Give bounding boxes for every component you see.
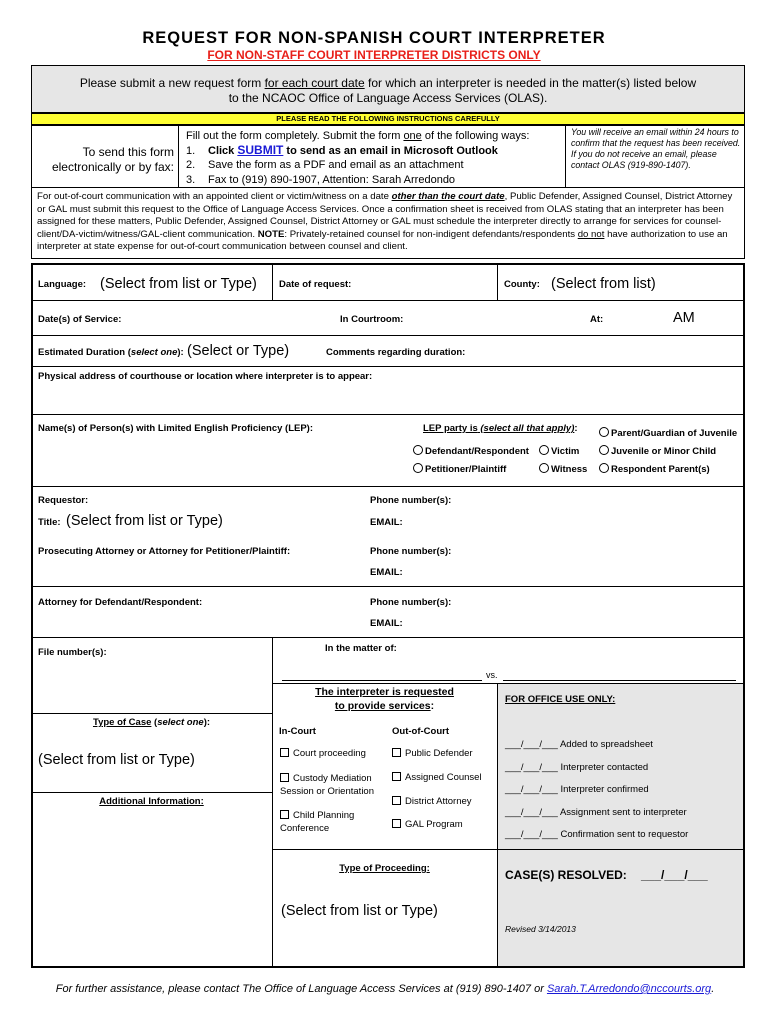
at-label: At: xyxy=(590,314,604,325)
duration-a: Estimated Duration ( xyxy=(38,347,131,358)
intro-part1: Please submit a new request form xyxy=(79,76,265,90)
checkbox-icon xyxy=(392,772,401,781)
gal-program-checkbox[interactable] xyxy=(392,819,463,830)
ooc-d: NOTE xyxy=(257,228,285,240)
radio-icon xyxy=(599,427,609,437)
lep-juvenile-text: Juvenile or Minor Child xyxy=(611,446,717,457)
lep-names-label: Name(s) of Person(s) with Limited English Proficiency (LEP): xyxy=(38,423,314,434)
requestor-label: Requestor: xyxy=(38,495,89,506)
lep-option-parent[interactable] xyxy=(599,427,737,439)
office-use-title: FOR OFFICE USE ONLY: xyxy=(505,694,616,705)
at-field[interactable]: AM xyxy=(673,310,695,326)
instructions-banner-text: PLEASE READ THE FOLLOWING INSTRUCTIONS CAREFULLY xyxy=(276,114,500,123)
type-case-d: ): xyxy=(203,717,211,728)
ir-1: The interpreter is requested xyxy=(315,686,454,698)
requestor-phone-label: Phone number(s): xyxy=(370,495,452,506)
step2-text: Save the form as a PDF and email as an attachment xyxy=(208,159,464,172)
date-of-request-field[interactable] xyxy=(370,268,494,296)
language-field[interactable]: (Select from list or Type) xyxy=(100,276,257,292)
step3-num: 3. xyxy=(186,173,196,186)
type-proceeding-field[interactable]: (Select from list or Type) xyxy=(281,903,438,919)
matter-label: In the matter of: xyxy=(325,643,397,654)
courtroom-label: In Courtroom: xyxy=(340,314,404,325)
lep-names-field[interactable] xyxy=(38,436,398,482)
intro-line2: to the NCAOC Office of Language Access Services (OLAS). xyxy=(228,91,548,105)
step3-text: Fax to (919) 890-1907, Attention: Sarah Arredondo xyxy=(208,173,456,186)
lep-party-b: (select all that apply) xyxy=(477,423,575,434)
ooc-c: , Public Defender, Assigned Counsel, District Attorney or GAL must submit this request to the Office of Language Access Services. Once a confirmation sheet is received from OLAS stating that an interpreter has been assigned for these matters, Public Defender, Assigned Counsel, District Attorney or GAL must schedule the interpreter directly to arrange for services for counsel-client/DA-victim/witness/GAL-client communication. xyxy=(37,191,733,240)
lep-party-c: : xyxy=(574,423,578,434)
file-number-label: File number(s): xyxy=(38,647,107,658)
checkbox-icon xyxy=(392,819,401,828)
send-intro-b: one xyxy=(403,130,422,142)
type-case-label xyxy=(31,717,272,728)
prosecuting-label: Prosecuting Attorney or Attorney for Petitioner/Plaintiff: xyxy=(38,546,291,557)
radio-icon xyxy=(413,463,423,473)
courtroom-field[interactable] xyxy=(410,304,580,332)
office-item xyxy=(505,762,648,773)
lep-defendant-text: Defendant/Respondent xyxy=(425,446,529,457)
office-item xyxy=(505,739,653,750)
step1-b: to send as an email in Microsoft Outlook xyxy=(283,145,498,158)
footer-email-link[interactable]: Sarah.T.Arredondo@nccourts.org xyxy=(546,983,712,995)
footer-main: For further assistance, please contact The Office of Language Access Services at (919) 890-1407 or xyxy=(55,983,547,995)
prosecuting-phone-label: Phone number(s): xyxy=(370,546,452,557)
address-field[interactable] xyxy=(38,384,738,410)
county-field[interactable]: (Select from list) xyxy=(551,276,656,292)
type-case-c: select one xyxy=(157,717,204,728)
office-blank: ___/___/___ xyxy=(505,762,558,773)
send-intro-c: of the following ways: xyxy=(421,130,530,142)
radio-icon xyxy=(413,445,423,455)
radio-icon xyxy=(599,463,609,473)
comments-duration-field[interactable] xyxy=(468,339,738,363)
radio-icon xyxy=(539,463,549,473)
checkbox-icon xyxy=(280,810,289,819)
office-item xyxy=(505,784,649,795)
public-defender-checkbox[interactable] xyxy=(392,748,473,759)
footer-end: . xyxy=(711,983,715,995)
additional-info-field[interactable] xyxy=(38,810,266,960)
page-subtitle: FOR NON-STAFF COURT INTERPRETER DISTRICTS ONLY xyxy=(207,48,541,62)
office-item-text: Interpreter contacted xyxy=(560,762,649,773)
lep-option-respondent-parents[interactable] xyxy=(599,463,710,475)
child-1: Child Planning xyxy=(293,810,355,821)
language-label: Language: xyxy=(38,279,87,290)
type-case-b: ( xyxy=(151,717,158,728)
date-of-request-label: Date of request: xyxy=(279,279,352,290)
child-2: Conference xyxy=(280,823,330,834)
lep-petitioner-text: Petitioner/Plaintiff xyxy=(425,464,507,475)
child-planning-checkbox[interactable] xyxy=(280,809,354,835)
gal-text: GAL Program xyxy=(405,819,463,830)
office-blank: ___/___/___ xyxy=(505,739,558,750)
assigned-counsel-checkbox[interactable] xyxy=(392,772,482,783)
intro-text xyxy=(31,76,745,106)
radio-icon xyxy=(539,445,549,455)
address-label: Physical address of courthouse or location where interpreter is to appear: xyxy=(38,371,373,382)
office-item xyxy=(505,807,687,818)
checkbox-icon xyxy=(392,796,401,805)
duration-c: ): xyxy=(177,347,184,358)
defendant-phone-label: Phone number(s): xyxy=(370,597,452,608)
cases-resolved-label: CASE(S) RESOLVED: xyxy=(505,868,627,882)
dates-of-service-label: Date(s) of Service: xyxy=(38,314,122,325)
ooc-a: For out-of-court communication with an appointed client or victim/witness on a date xyxy=(37,191,392,202)
lep-option-witness[interactable] xyxy=(539,463,587,475)
instructions-banner xyxy=(31,113,745,125)
checkbox-icon xyxy=(392,748,401,757)
requestor-email-label: EMAIL: xyxy=(370,517,403,528)
ac-text: Assigned Counsel xyxy=(405,772,482,783)
defendant-attorney-label: Attorney for Defendant/Respondent: xyxy=(38,597,203,608)
lep-respondent-text: Respondent Parent(s) xyxy=(611,464,710,475)
checkbox-icon xyxy=(280,773,289,782)
lep-victim-text: Victim xyxy=(551,446,580,457)
out-of-court-label: Out-of-Court xyxy=(392,726,449,737)
type-case-a: Type of Case xyxy=(92,717,152,728)
radio-icon xyxy=(599,445,609,455)
footer-text xyxy=(0,983,770,995)
revised-date: Revised 3/14/2013 xyxy=(505,924,576,934)
comments-duration-label: Comments regarding duration: xyxy=(326,347,466,358)
duration-b: select one xyxy=(130,347,178,358)
intro-part3: for which an interpreter is needed in the matter(s) listed below xyxy=(364,76,697,90)
cases-resolved-date: ___/___/___ xyxy=(641,868,708,882)
in-court-label: In-Court xyxy=(279,726,316,737)
vs-label: vs. xyxy=(486,670,498,680)
lep-party-a: LEP party is xyxy=(423,423,478,434)
lep-option-victim[interactable] xyxy=(539,445,579,457)
title-label: Title: xyxy=(38,517,61,528)
send-left-line1: To send this form xyxy=(82,145,174,159)
office-item-text: Interpreter confirmed xyxy=(560,784,649,795)
step2-num: 2. xyxy=(186,159,196,172)
office-item-text: Added to spreadsheet xyxy=(559,739,653,750)
ooc-f: do not xyxy=(577,228,605,240)
submit-link[interactable]: SUBMIT xyxy=(237,143,284,158)
type-proceeding-label: Type of Proceeding: xyxy=(339,863,430,874)
custody-1: Custody Mediation xyxy=(293,773,372,784)
duration-field[interactable]: (Select or Type) xyxy=(187,343,290,359)
defendant-email-label: EMAIL: xyxy=(370,618,403,629)
office-item-text: Assignment sent to interpreter xyxy=(559,807,687,818)
office-blank: ___/___/___ xyxy=(505,807,558,818)
type-case-field[interactable]: (Select from list or Type) xyxy=(38,752,195,768)
interpreter-requested-label xyxy=(272,685,497,713)
additional-info-label: Additional Information: xyxy=(99,796,204,807)
send-left-label xyxy=(34,145,174,175)
county-label: County: xyxy=(504,279,540,290)
ir-3: : xyxy=(430,700,435,712)
checkbox-icon xyxy=(280,748,289,757)
lep-parent-text: Parent/Guardian of Juvenile xyxy=(611,428,738,439)
pd-text: Public Defender xyxy=(405,748,473,759)
send-intro-a: Fill out the form completely. Submit the form xyxy=(186,130,404,142)
custody-mediation-checkbox[interactable] xyxy=(280,772,374,798)
lep-witness-text: Witness xyxy=(551,464,588,475)
prosecuting-email-label: EMAIL: xyxy=(370,567,403,578)
lep-option-juvenile[interactable] xyxy=(599,445,716,457)
court-proceeding-text: Court proceeding xyxy=(293,748,366,759)
office-blank: ___/___/___ xyxy=(505,829,558,840)
ooc-b: other than the court date xyxy=(391,191,505,202)
page-title: REQUEST FOR NON-SPANISH COURT INTERPRETER xyxy=(142,29,606,47)
ir-2: to provide services xyxy=(334,700,431,712)
ooc-g: have authorization to use an interpreter at state expense for out-of-court communication between counsel and client. xyxy=(37,228,728,253)
send-steps xyxy=(186,129,529,187)
office-item xyxy=(505,829,688,840)
lep-option-petitioner[interactable] xyxy=(413,463,506,475)
office-item-text: Confirmation sent to requestor xyxy=(560,829,689,840)
send-left-line2: electronically or by fax: xyxy=(51,160,174,174)
da-text: District Attorney xyxy=(405,796,472,807)
send-note: You will receive an email within 24 hours to confirm that the request has been received. If you do not receive an email, please contact OLAS (919-890-1407). xyxy=(571,127,741,170)
dates-of-service-field[interactable] xyxy=(130,304,330,332)
intro-part2: for each court date xyxy=(264,76,365,90)
lep-option-defendant[interactable] xyxy=(413,445,529,457)
step1-num: 1. xyxy=(186,145,196,158)
lep-party-label xyxy=(423,423,578,434)
custody-2: Session or Orientation xyxy=(280,786,374,797)
ooc-e: : Privately-retained counsel for non-indigent defendants/respondents xyxy=(284,228,578,240)
court-proceeding-checkbox[interactable] xyxy=(280,748,366,759)
office-blank: ___/___/___ xyxy=(505,784,558,795)
district-attorney-checkbox[interactable] xyxy=(392,796,472,807)
duration-label xyxy=(38,347,184,358)
title-field[interactable]: (Select from list or Type) xyxy=(66,513,223,529)
step1-a: Click xyxy=(208,145,238,158)
